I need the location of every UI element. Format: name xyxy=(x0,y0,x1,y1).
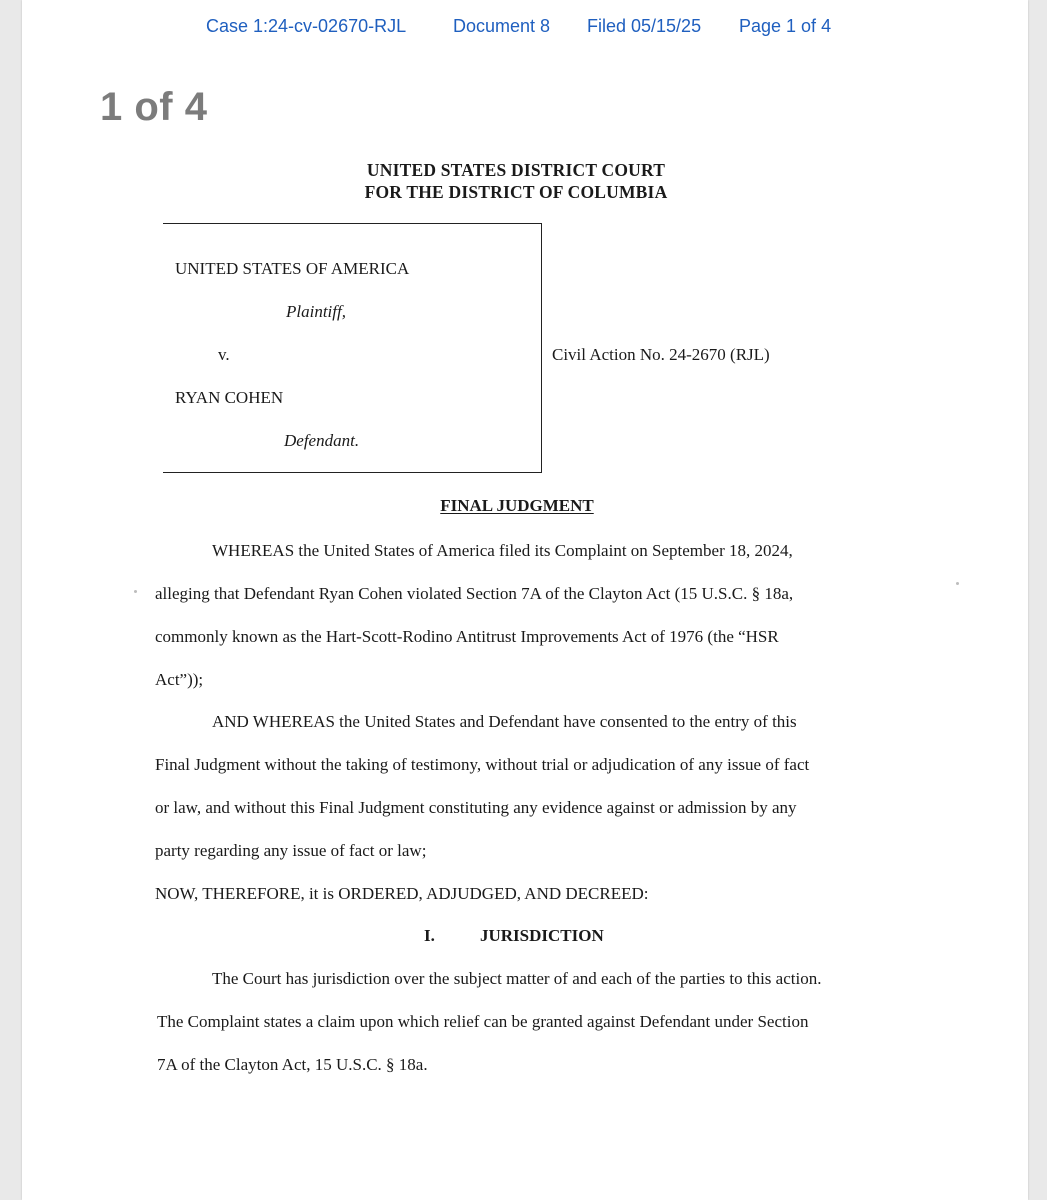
court-name: UNITED STATES DISTRICT COURT xyxy=(366,160,666,180)
section-heading: JURISDICTION xyxy=(480,926,604,945)
paragraph-line: WHEREAS the United States of America filed its Complaint on September 18, 2024, xyxy=(212,541,793,560)
case-number: Case 1:24-cv-02670-RJL xyxy=(206,16,407,36)
paragraph-line: commonly known as the Hart-Scott-Rodino Antitrust Improvements Act of 1976 (the “HSR xyxy=(155,627,779,646)
plaintiff-label: Plaintiff, xyxy=(286,302,346,321)
scan-speck xyxy=(134,590,137,593)
document-title: FINAL JUDGMENT xyxy=(440,496,594,515)
plaintiff-name: UNITED STATES OF AMERICA xyxy=(175,259,410,278)
civil-action-number: Civil Action No. 24-2670 (RJL) xyxy=(552,345,770,364)
order-line: NOW, THEREFORE, it is ORDERED, ADJUDGED, AND DECREED: xyxy=(155,884,649,903)
paragraph-line: party regarding any issue of fact or law; xyxy=(155,841,427,860)
paragraph-line: Final Judgment without the taking of testimony, without trial or adjudication of any issue of fact xyxy=(155,755,810,774)
filed-date: Filed 05/15/25 xyxy=(587,16,702,36)
section-number: I. xyxy=(424,926,435,945)
paragraph-line: 7A of the Clayton Act, 15 U.S.C. § 18a. xyxy=(157,1055,428,1074)
paragraph-line: or law, and without this Final Judgment constituting any evidence against or admission by any xyxy=(155,798,797,817)
scan-speck xyxy=(956,582,959,585)
paragraph-line: AND WHEREAS the United States and Defendant have consented to the entry of this xyxy=(212,712,797,731)
defendant-name: RYAN COHEN xyxy=(175,388,284,407)
court-district: FOR THE DISTRICT OF COLUMBIA xyxy=(364,182,668,202)
paragraph-line: Act”)); xyxy=(155,670,204,689)
versus-label: v. xyxy=(218,345,230,364)
paragraph-line: The Court has jurisdiction over the subject matter of and each of the parties to this action. xyxy=(212,969,822,988)
page-counter: 1 of 4 xyxy=(100,85,208,129)
paragraph-line: alleging that Defendant Ryan Cohen violated Section 7A of the Clayton Act (15 U.S.C. § 18a, xyxy=(155,584,794,603)
page-indicator: Page 1 of 4 xyxy=(739,16,832,36)
document-number: Document 8 xyxy=(453,16,551,36)
paragraph-line: The Complaint states a claim upon which relief can be granted against Defendant under Section xyxy=(157,1012,809,1031)
defendant-label: Defendant. xyxy=(284,431,360,450)
